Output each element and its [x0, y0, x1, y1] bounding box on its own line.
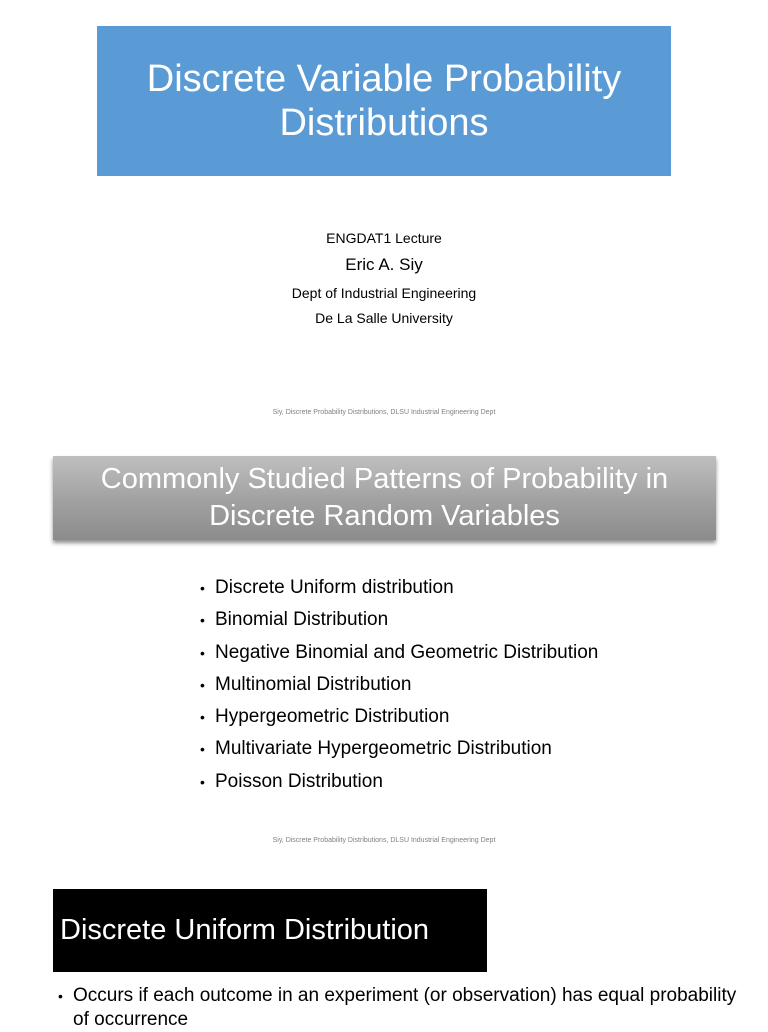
slide2-footer	[0, 835, 768, 846]
slide2-footer-text: Siy, Discrete Probability Distributions, DLSU Industrial Engineering Dept	[272, 837, 496, 844]
slide2-title-line2: Discrete Random Variables	[209, 500, 560, 532]
department-name: Dept of Industrial Engineering	[291, 285, 477, 301]
bullet-icon: •	[200, 580, 205, 596]
list-item-text: Hypergeometric Distribution	[215, 706, 450, 728]
slide3-body	[58, 984, 738, 1032]
slide1-footer: Siy, Discrete Probability Distributions, DLSU Industrial Engineering Dept	[272, 409, 496, 416]
bullet-icon: •	[200, 773, 205, 790]
list-item	[200, 604, 598, 636]
slide1-title-line1: Discrete Variable Probability	[146, 58, 622, 100]
list-item	[200, 637, 598, 669]
list-item-text: Multinomial Distribution	[215, 673, 412, 695]
distribution-list	[200, 572, 598, 798]
bullet-icon: •	[200, 709, 205, 726]
lecture-label: ENGDAT1 Lecture	[326, 230, 442, 246]
bullet-icon: •	[200, 612, 205, 629]
author-name: Eric A. Siy	[345, 255, 423, 274]
slide1-title-box	[97, 26, 671, 176]
list-item	[200, 733, 598, 765]
list-item	[200, 669, 598, 701]
bullet-icon: •	[200, 676, 205, 693]
list-item	[200, 766, 598, 798]
slide3-title-banner: Discrete Uniform Distribution	[53, 889, 487, 972]
slide3-body-text: Occurs if each outcome in an experiment (or observation) has equal probability of occurrence	[73, 985, 737, 1030]
university-name: De La Salle University	[315, 310, 453, 326]
list-item-text: Poisson Distribution	[215, 770, 383, 792]
list-item-text: Negative Binomial and Geometric Distribution	[215, 641, 599, 663]
list-item-text: Discrete Uniform distribution	[215, 577, 454, 598]
bullet-icon: •	[200, 644, 205, 661]
list-item-text: Binomial Distribution	[215, 609, 389, 631]
list-item	[200, 572, 598, 604]
list-item	[200, 701, 598, 733]
bullet-icon: •	[58, 988, 63, 1004]
bullet-icon: •	[200, 741, 205, 758]
slide2-title-banner	[53, 456, 716, 540]
slide1-title-line2: Distributions	[279, 102, 489, 144]
list-item-text: Multivariate Hypergeometric Distribution	[215, 738, 552, 760]
slide2-title-line1: Commonly Studied Patterns of Probability in	[100, 463, 669, 495]
